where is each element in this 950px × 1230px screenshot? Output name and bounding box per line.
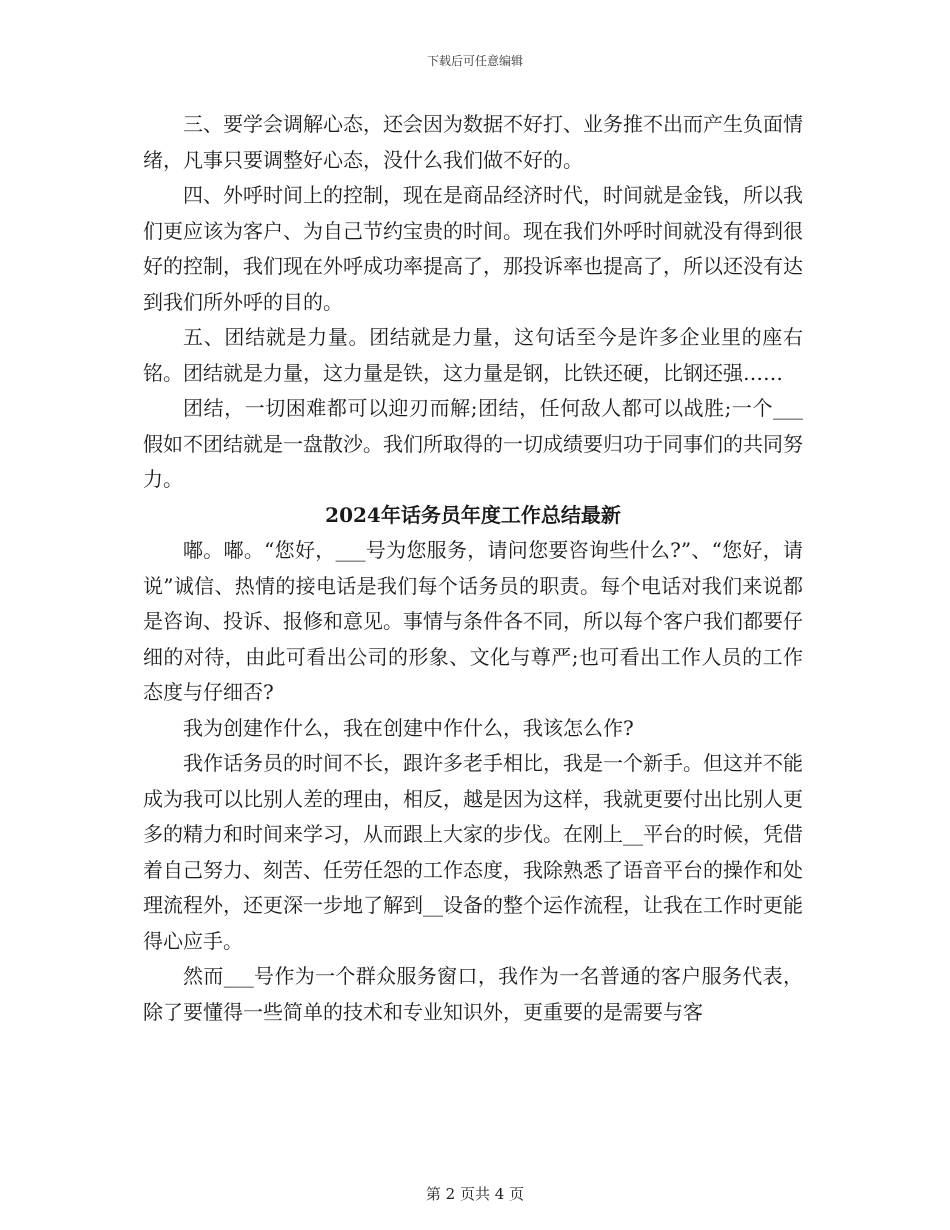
paragraph-unity-conclusion: 团结，一切困难都可以迎刃而解;团结，任何敌人都可以战胜;一个___假如不团结就是一盘散沙。我们所取得的一切成绩要归功于同事们的共同努力。 (143, 396, 803, 491)
paragraph-4-call-time: 四、外呼时间上的控制，现在是商品经济时代，时间就是金钱，所以我们更应该为客户、为自己节约宝贵的时间。现在我们外呼时间就没有得到很好的控制，我们现在外呼成功率提高了，那投诉率也提高了，所以还没有达到我们所外呼的目的。 (143, 183, 803, 314)
paragraph-3-mindset: 三、要学会调解心态，还会因为数据不好打、业务推不出而产生负面情绪，凡事只要调整好心态，没什么我们做不好的。 (143, 112, 803, 172)
page-header: 下载后可任意编辑 (426, 54, 523, 68)
paragraph-5-unity: 五、团结就是力量。团结就是力量，这句话至今是许多企业里的座右铭。团结就是力量，这力量是铁，这力量是钢，比铁还硬，比钢还强…… (143, 325, 803, 385)
section-paragraph-question: 我为创建作什么，我在创建中作什么，我该怎么作? (183, 715, 634, 740)
section-paragraph-service-window: 然而___号作为一个群众服务窗口，我作为一名普通的客户服务代表，除了要懂得一些简单的技术和专业知识外，更重要的是需要与客 (143, 964, 803, 1024)
section-paragraph-newcomer: 我作话务员的时间不长，跟许多老手相比，我是一个新手。但这并不能成为我可以比别人差的理由，相反，越是因为这样，我就更要付出比别人更多的精力和时间来学习，从而跟上大家的步伐。在刚上__平台的时候，凭借着自己努力、刻苦、任劳任怨的工作态度，我除熟悉了语音平台的操作和处理流程外，还更深一步地了解到__设备的整个运作流程，让我在工作时更能得心应手。 (143, 751, 803, 953)
section-title: 2024年话务员年度工作总结最新 (325, 502, 621, 527)
page-footer: 第 2 页共 4 页 (425, 1185, 525, 1203)
document-body (143, 107, 803, 1030)
section-paragraph-greeting: 嘟。嘟。“您好，___号为您服务，请问您要咨询些什么?”、“您好，请说”诚信、热情的接电话是我们每个话务员的职责。每个电话对我们来说都是咨询、投诉、报修和意见。事情与条件各不同，所以每个客户我们都要仔细的对待，由此可看出公司的形象、文化与尊严;也可看出工作人员的工作态度与仔细否? (143, 538, 803, 704)
